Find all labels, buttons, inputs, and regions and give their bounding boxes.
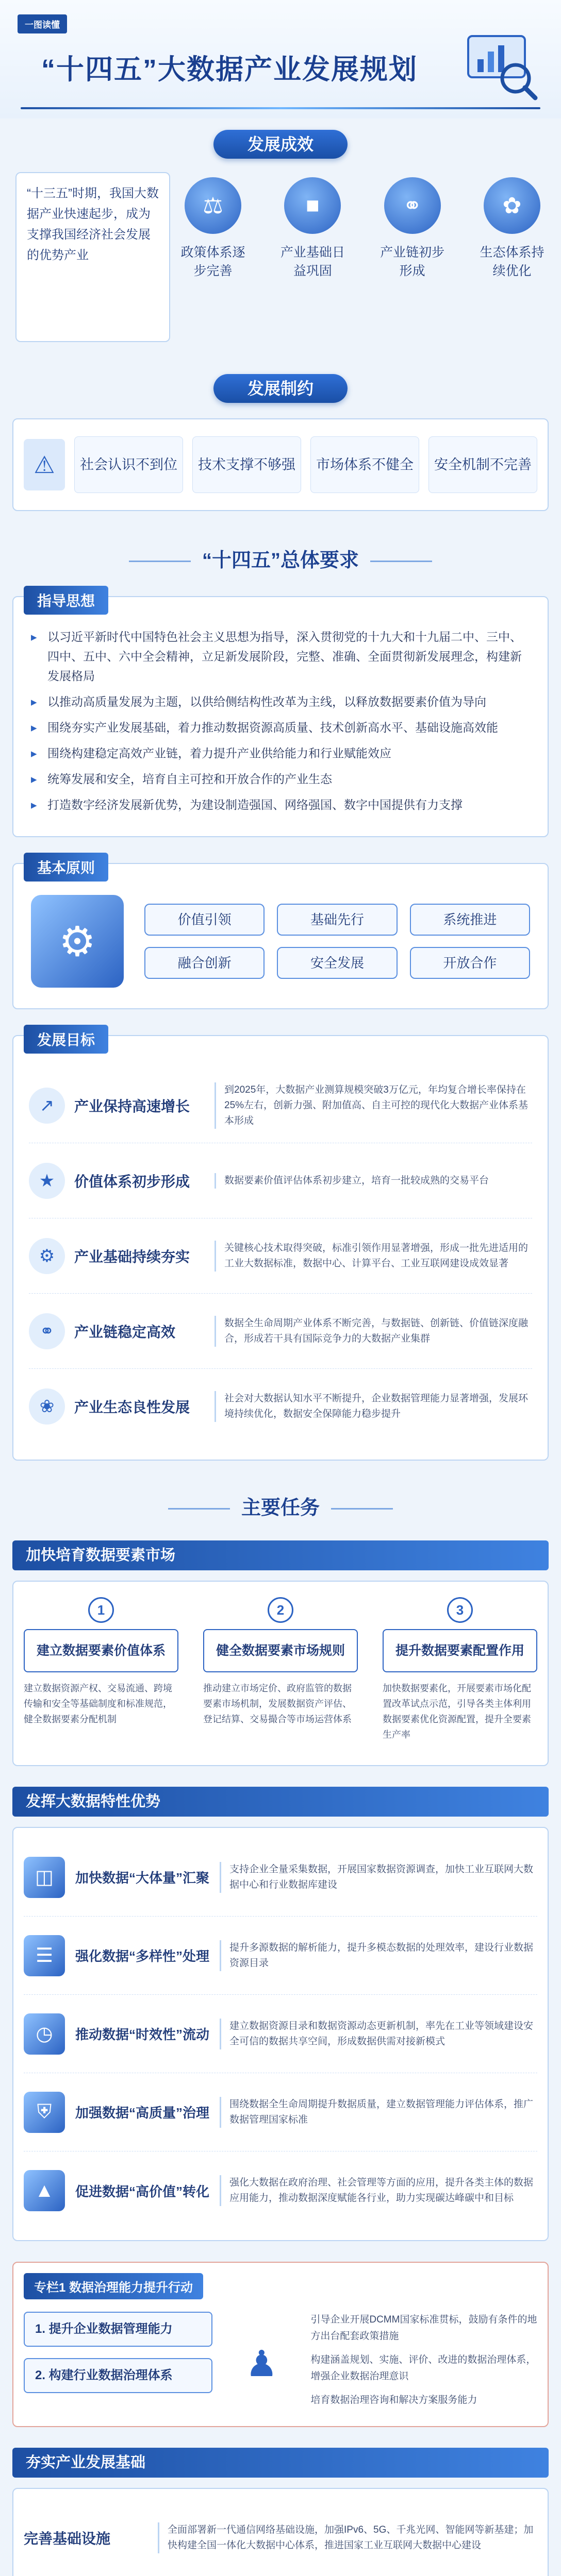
- feature-row: ▲ 促进数据“高价值”转化 强化大数据在政府治理、社会管理等方面的应用，提升各类主体的数据应用能力，推动数据深度赋能各行业，助力实现碳达峰碳中和目标: [24, 2151, 537, 2230]
- guiding-item: ▸ 以推动高质量发展为主题，以供给侧结构性改革为主线，以释放数据要素价值为导向: [31, 692, 530, 711]
- feature-row: ◷ 推动数据“时效性”流动 建立数据资源目录和数据资源动态更新机制，率先在工业等领域建设安全可信的数据共享空间，形成数据供需对接新模式: [24, 1995, 537, 2073]
- clock-icon: ◷: [24, 2013, 65, 2055]
- goal-row: ↗ 产业保持高速增长 到2025年，大数据产业测算规模突破3万亿元，年均复合增长率保持在25%左右，创新力强、附加值高、自主可控的现代化大数据产业体系基本形成: [29, 1068, 532, 1143]
- goals-panel: [12, 1032, 549, 1461]
- achievements-summary: “十三五”时期，我国大数据产业快速起步，成为支撑我国经济社会发展的优势产业: [15, 172, 170, 342]
- goal-row: ⚙ 产业基础持续夯实 关键核心技术取得突破，标准引领作用显著增强，形成一批先进适用的工业大数据标准，数据中心、计算平台、工业互联网建设成效显著: [29, 1218, 532, 1294]
- database-icon: ◫: [24, 1857, 65, 1898]
- constraint-item: 技术支撑不够强: [192, 436, 301, 493]
- goals-label: 发展目标: [24, 1025, 108, 1054]
- constraints-section: [0, 363, 561, 511]
- ecosystem-icon: ✿: [484, 177, 540, 234]
- growth-icon: ↗: [29, 1088, 65, 1124]
- market-step: 2 健全数据要素市场规则 推动建立市场定价、政府监管的数据要素市场机制，发展数据资产评估、登记结算、交易撮合等市场运营体系: [203, 1597, 358, 1750]
- guiding-item: ▸ 统筹发展和安全，培育自主可控和开放合作的产业生态: [31, 769, 530, 789]
- principle-chip: 基础先行: [277, 904, 397, 936]
- goal-row: ★ 价值体系初步形成 数据要素价值评估体系初步建立，培育一批较成熟的交易平台: [29, 1143, 532, 1218]
- constraint-item: 市场体系不健全: [310, 436, 419, 493]
- special-item: 1. 提升企业数据管理能力: [24, 2312, 212, 2347]
- special-column-1: 专栏1 数据治理能力提升行动 1. 提升企业数据管理能力 2. 构建行业数据治理体系 ♟ 引导企业开展DCMM国家标准贯标，鼓励有条件的地方出台配套政策措施 构建涵盖规划、实施、评价、改进的数据治理体系，增强企业数据治理意识 培育数据治理咨询和解决方案服务能力: [12, 2262, 549, 2427]
- achievement-item: ✿ 生态体系持续优化: [478, 172, 546, 342]
- guiding-item: ▸ 打造数字经济发展新优势，为建设制造强国、网络强国、数字中国提供有力支撑: [31, 795, 530, 815]
- market-step: 1 建立数据要素价值体系 建立数据资源产权、交易流通、跨境传输和安全等基础制度和标准规范，健全数据要素分配机制: [24, 1597, 178, 1750]
- constraint-item: 安全机制不完善: [428, 436, 537, 493]
- shield-icon: ⛨: [24, 2092, 65, 2133]
- achievements-section: [0, 118, 561, 342]
- guiding-panel: [12, 593, 549, 837]
- magnifier-chart-icon: [458, 21, 540, 103]
- policy-icon: ⚖: [185, 177, 241, 234]
- features-list: [12, 1827, 549, 2241]
- features-banner: 发挥大数据特性优势: [12, 1787, 549, 1817]
- hero-banner: [0, 0, 561, 118]
- puzzle-icon: ⚙: [31, 895, 124, 988]
- arrow-icon: ▸: [31, 772, 37, 786]
- base-row: 完善基础设施 全面部署新一代通信网络基础设施，加强IPv6、5G、千兆光网、智能网等新基建；加快构建全国一体化大数据中心体系，推进国家工业互联网大数据中心建设: [24, 2499, 537, 2576]
- warning-document-icon: ⚠: [24, 439, 65, 490]
- guiding-label: 指导思想: [24, 586, 108, 615]
- value-icon: ★: [29, 1163, 65, 1199]
- gear-icon: ⚙: [29, 1238, 65, 1274]
- page-title: “十四五”大数据产业发展规划: [41, 54, 418, 85]
- special-column-1-title: 专栏1 数据治理能力提升行动: [24, 2273, 203, 2299]
- people-icon: ♟: [245, 2344, 278, 2384]
- achievement-item: ⚭ 产业链初步形成: [379, 172, 446, 342]
- arrow-icon: ▸: [31, 630, 37, 643]
- foundation-icon: ■: [284, 177, 341, 234]
- principle-chip: 价值引领: [144, 904, 265, 936]
- arrow-icon: ▸: [31, 747, 37, 760]
- constraints-heading: 发展制约: [213, 374, 348, 403]
- principles-panel: [12, 860, 549, 1009]
- overall-requirements-heading: “十四五”总体要求: [0, 544, 561, 572]
- principles-label: 基本原则: [24, 853, 108, 882]
- principle-chip: 融合创新: [144, 947, 265, 979]
- principle-chip: 系统推进: [410, 904, 530, 936]
- chain-icon: ⚭: [29, 1313, 65, 1349]
- feature-row: ◫ 加快数据“大体量”汇聚 支持企业全量采集数据，开展国家数据资源调查，加快工业互联网大数据中心和行业数据库建设: [24, 1838, 537, 1917]
- goal-row: ⚭ 产业链稳定高效 数据全生命周期产业体系不断完善，与数据链、创新链、价值链深度融合，形成若干具有国际竞争力的大数据产业集群: [29, 1294, 532, 1369]
- base-banner: 夯实产业发展基础: [12, 2448, 549, 2478]
- hero-divider: [21, 107, 540, 109]
- constraint-item: 社会认识不到位: [74, 436, 183, 493]
- market-steps: [12, 1581, 549, 1766]
- layers-icon: ☰: [24, 1935, 65, 1976]
- market-banner: 加快培育数据要素市场: [12, 1540, 549, 1570]
- guiding-item: ▸ 围绕夯实产业发展基础，着力推动数据资源高质量、技术创新高水平、基础设施高效能: [31, 718, 530, 737]
- leaf-icon: ❀: [29, 1388, 65, 1425]
- guiding-item: ▸ 围绕构建稳定高效产业链，着力提升产业供给能力和行业赋能效应: [31, 743, 530, 763]
- achievement-item: ⚖ 政策体系逐步完善: [179, 172, 246, 342]
- read-tag: 一图读懂: [18, 14, 67, 33]
- feature-row: ⛨ 加强数据“高质量”治理 围绕数据全生命周期提升数据质量，建立数据管理能力评估体系，推广数据管理国家标准: [24, 2073, 537, 2151]
- chart-icon: ▲: [24, 2170, 65, 2211]
- principle-chip: 安全发展: [277, 947, 397, 979]
- chain-icon: ⚭: [384, 177, 441, 234]
- feature-row: ☰ 强化数据“多样性”处理 提升多源数据的解析能力，提升多模态数据的处理效率，建设行业数据资源目录: [24, 1917, 537, 1995]
- main-tasks-heading: 主要任务: [0, 1492, 561, 1520]
- special-item: 2. 构建行业数据治理体系: [24, 2358, 212, 2393]
- goal-row: ❀ 产业生态良性发展 社会对大数据认知水平不断提升，企业数据管理能力显著增强，发展环境持续优化，数据安全保障能力稳步提升: [29, 1369, 532, 1444]
- arrow-icon: ▸: [31, 721, 37, 734]
- achievements-heading: 发展成效: [213, 130, 348, 159]
- principle-chip: 开放合作: [410, 947, 530, 979]
- achievement-item: ■ 产业基础日益巩固: [279, 172, 346, 342]
- arrow-icon: ▸: [31, 695, 37, 708]
- guiding-item: ▸ 以习近平新时代中国特色社会主义思想为指导，深入贯彻党的十九大和十九届二中、三中、四中、五中、六中全会精神，立足新发展阶段，完整、准确、全面贯彻新发展理念，构建新发展格局: [31, 627, 530, 686]
- market-step: 3 提升数据要素配置作用 加快数据要素化，开展要素市场化配置改革试点示范，引导各类主体利用数据要素优化资源配置，提升全要素生产率: [383, 1597, 537, 1750]
- arrow-icon: ▸: [31, 798, 37, 811]
- base-list: [12, 2488, 549, 2576]
